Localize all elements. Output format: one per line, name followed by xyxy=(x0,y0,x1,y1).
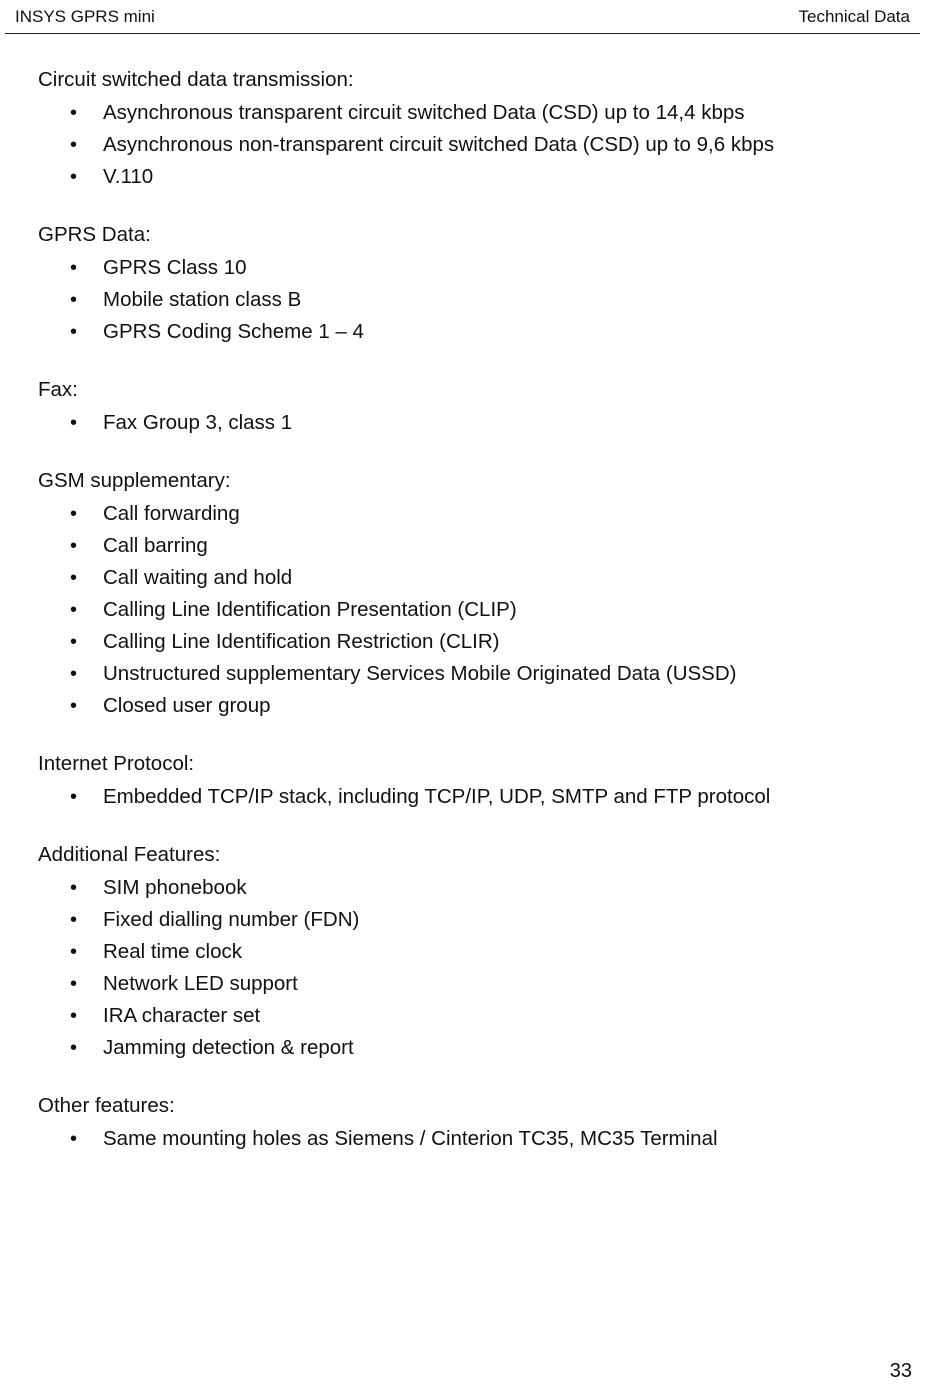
bullet-icon: • xyxy=(70,877,78,899)
bullet-icon: • xyxy=(70,535,78,557)
list-item-text: Asynchronous transparent circuit switched Data (CSD) up to 14,4 kbps xyxy=(103,101,745,124)
list-item-text: Unstructured supplementary Services Mobile Originated Data (USSD) xyxy=(103,662,737,685)
feature-list xyxy=(38,501,838,719)
list-item-text: Call forwarding xyxy=(103,502,240,525)
list-item xyxy=(38,907,823,933)
bullet-icon: • xyxy=(70,786,78,808)
bullet-icon: • xyxy=(70,631,78,653)
bullet-icon: • xyxy=(70,567,78,589)
bullet-icon: • xyxy=(70,166,78,188)
list-item-text: Calling Line Identification Presentation (CLIP) xyxy=(103,598,517,621)
list-item-text: Call barring xyxy=(103,534,208,557)
list-item xyxy=(38,784,823,810)
list-item-text: Embedded TCP/IP stack, including TCP/IP, UDP, SMTP and FTP protocol xyxy=(103,785,771,808)
list-item xyxy=(38,255,823,281)
list-item xyxy=(38,693,823,719)
list-item xyxy=(38,410,823,436)
list-item xyxy=(38,164,823,190)
list-item xyxy=(38,100,823,126)
bullet-icon: • xyxy=(70,412,78,434)
list-item xyxy=(38,319,823,345)
spec-section xyxy=(38,376,838,436)
list-item xyxy=(38,1003,823,1029)
list-item-text: IRA character set xyxy=(103,1004,261,1027)
list-item xyxy=(38,533,823,559)
bullet-icon: • xyxy=(70,941,78,963)
section-heading: GPRS Data: xyxy=(38,223,151,246)
page-content xyxy=(38,66,838,1183)
bullet-icon: • xyxy=(70,503,78,525)
list-item xyxy=(38,565,823,591)
spec-section xyxy=(38,750,838,810)
spec-section xyxy=(38,841,838,1061)
list-item-text: Call waiting and hold xyxy=(103,566,293,589)
list-item-text: GPRS Class 10 xyxy=(103,256,247,279)
feature-list xyxy=(38,410,838,436)
bullet-icon: • xyxy=(70,102,78,124)
bullet-icon: • xyxy=(70,695,78,717)
bullet-icon: • xyxy=(70,599,78,621)
feature-list xyxy=(38,875,838,1061)
list-item-text: Mobile station class B xyxy=(103,288,302,311)
bullet-icon: • xyxy=(70,1037,78,1059)
list-item xyxy=(38,939,823,965)
list-item xyxy=(38,629,823,655)
list-item-text: Calling Line Identification Restriction (CLIR) xyxy=(103,630,500,653)
list-item-text: Fax Group 3, class 1 xyxy=(103,411,293,434)
list-item-text: Network LED support xyxy=(103,972,298,995)
feature-list xyxy=(38,1126,838,1152)
bullet-icon: • xyxy=(70,1128,78,1150)
chapter-title: Technical Data xyxy=(798,7,910,26)
section-heading: Internet Protocol: xyxy=(38,752,195,775)
bullet-icon: • xyxy=(70,663,78,685)
bullet-icon: • xyxy=(70,321,78,343)
section-heading: Fax: xyxy=(38,378,78,401)
list-item xyxy=(38,287,823,313)
bullet-icon: • xyxy=(70,134,78,156)
list-item xyxy=(38,132,823,158)
list-item-text: SIM phonebook xyxy=(103,876,247,899)
feature-list xyxy=(38,784,838,810)
list-item-text: Real time clock xyxy=(103,940,242,963)
list-item xyxy=(38,661,823,687)
feature-list xyxy=(38,100,838,190)
list-item-text: Asynchronous non-transparent circuit switched Data (CSD) up to 9,6 kbps xyxy=(103,133,775,156)
list-item-text: GPRS Coding Scheme 1 – 4 xyxy=(103,320,364,343)
section-heading: Additional Features: xyxy=(38,843,221,866)
section-heading: Circuit switched data transmission: xyxy=(38,68,354,91)
page-header xyxy=(5,0,920,34)
list-item xyxy=(38,971,823,997)
list-item-text: Same mounting holes as Siemens / Cinterion TC35, MC35 Terminal xyxy=(103,1127,718,1150)
feature-list xyxy=(38,255,838,345)
bullet-icon: • xyxy=(70,973,78,995)
spec-section xyxy=(38,221,838,345)
list-item xyxy=(38,1035,823,1061)
list-item-text: Closed user group xyxy=(103,694,271,717)
spec-section xyxy=(38,1092,838,1152)
spec-section xyxy=(38,467,838,719)
list-item-text: V.110 xyxy=(103,165,154,188)
spec-section xyxy=(38,66,838,190)
list-item xyxy=(38,1126,823,1152)
section-heading: GSM supplementary: xyxy=(38,469,231,492)
bullet-icon: • xyxy=(70,909,78,931)
bullet-icon: • xyxy=(70,257,78,279)
list-item-text: Fixed dialling number (FDN) xyxy=(103,908,360,931)
list-item-text: Jamming detection & report xyxy=(103,1036,354,1059)
document-title: INSYS GPRS mini xyxy=(15,7,155,26)
list-item xyxy=(38,875,823,901)
bullet-icon: • xyxy=(70,289,78,311)
page-number: 33 xyxy=(889,1360,912,1382)
list-item xyxy=(38,597,823,623)
section-heading: Other features: xyxy=(38,1094,175,1117)
bullet-icon: • xyxy=(70,1005,78,1027)
list-item xyxy=(38,501,823,527)
